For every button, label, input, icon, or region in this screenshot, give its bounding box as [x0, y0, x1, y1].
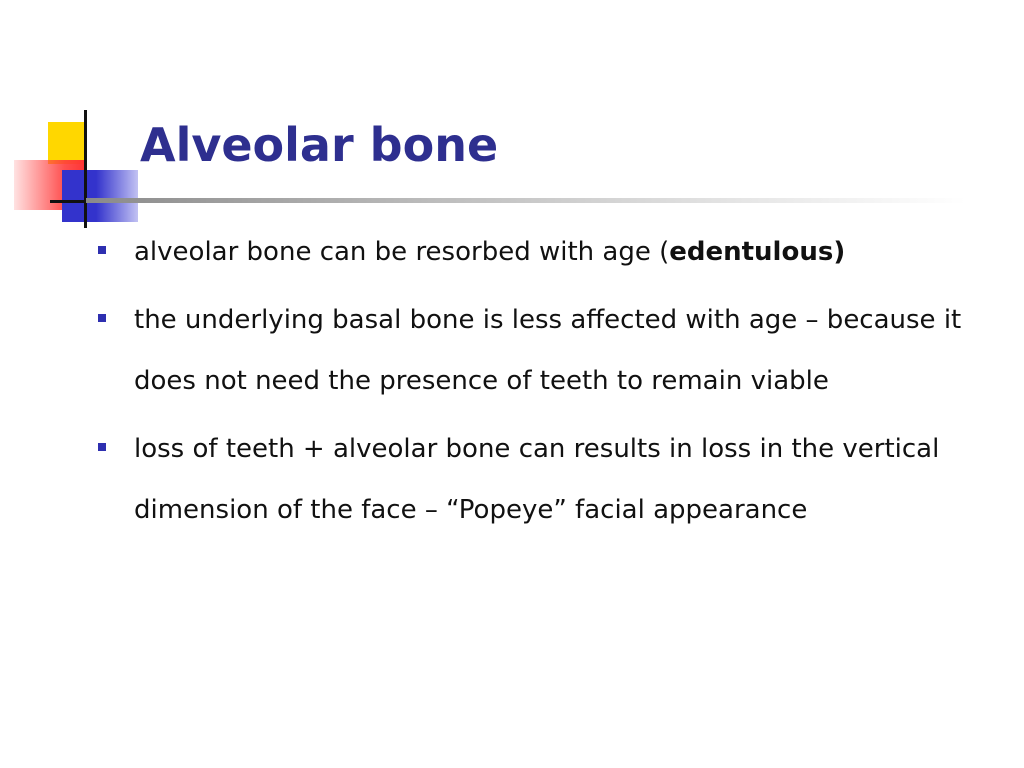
- bullet-text: alveolar bone can be resorbed with age (: [134, 237, 670, 267]
- bullet-item: [96, 222, 976, 283]
- bullet-item: [96, 290, 976, 412]
- bullet-bold-text: edentulous): [669, 237, 846, 267]
- logo-yellow-square: [48, 122, 86, 164]
- bullet-text: the underlying basal bone is less affected with age – because it does not need the presence of teeth to remain viable: [134, 305, 962, 396]
- bullet-list: [96, 222, 976, 548]
- slide-decoration-logo: [0, 100, 150, 230]
- logo-blue-square: [62, 170, 138, 222]
- title-divider: [86, 198, 966, 203]
- square-bullet-icon: [98, 246, 106, 254]
- slide-title: Alveolar bone: [140, 118, 499, 172]
- bullet-item: [96, 419, 976, 541]
- square-bullet-icon: [98, 443, 106, 451]
- square-bullet-icon: [98, 314, 106, 322]
- bullet-text: loss of teeth + alveolar bone can results in loss in the vertical dimension of the face – “Popeye” facial appearance: [134, 434, 940, 525]
- logo-vertical-line: [84, 110, 87, 228]
